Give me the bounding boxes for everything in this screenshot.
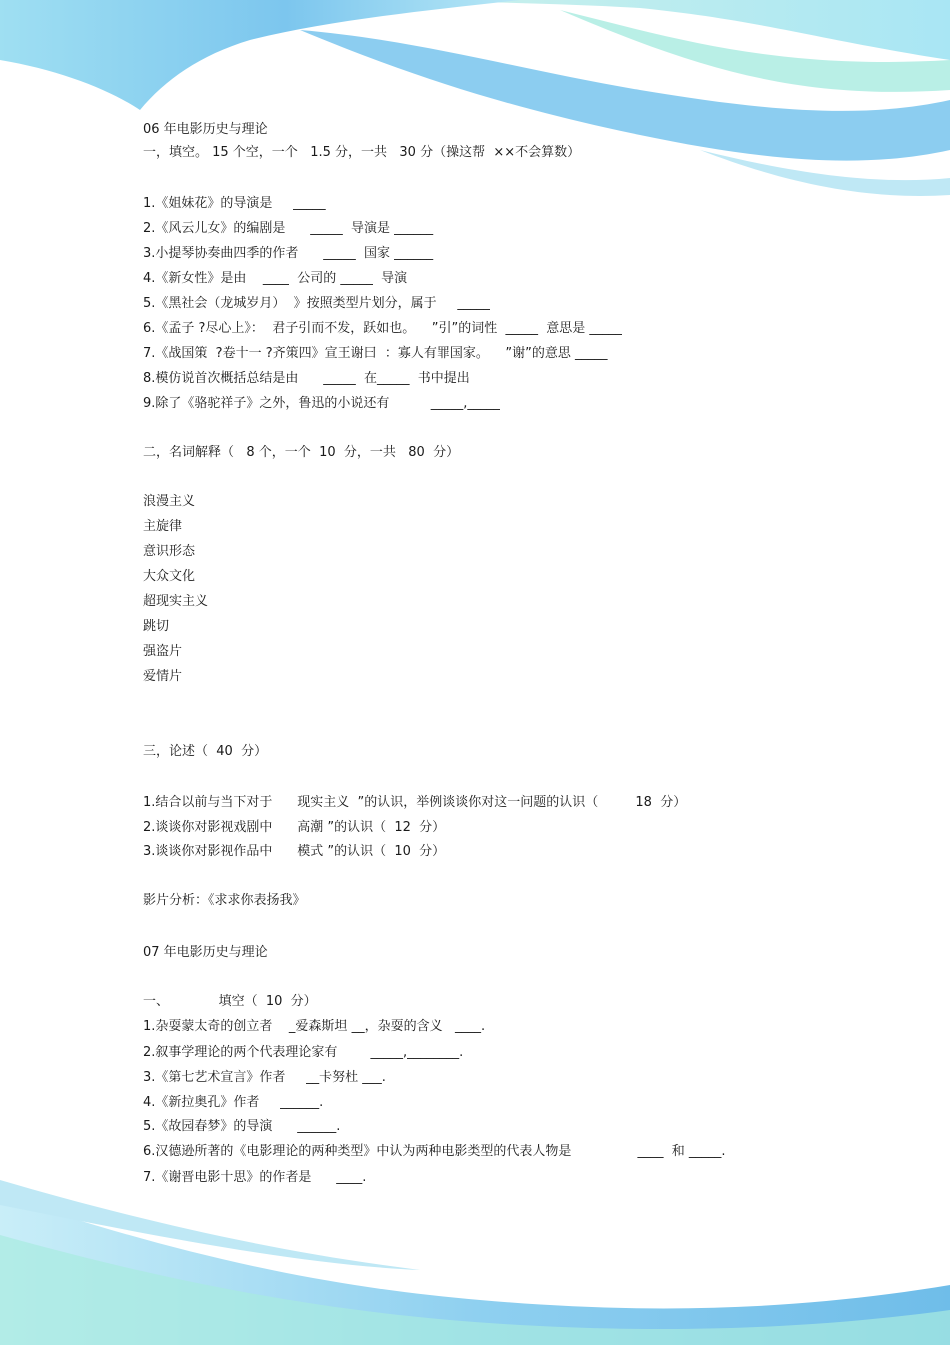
fill-item: 1.杂耍蒙太奇的创立者 _爱森斯坦 __，杂耍的含义 ____. [143, 1019, 486, 1034]
section06-title: 06 年电影历史与理论 [143, 122, 268, 137]
fill-item: 7.《战国策 ?卷十一 ?齐策四》宣王谢曰 ：寡人有罪国家。 ”谢”的意思 _____ [143, 346, 608, 361]
fill-item: 7.《谢晋电影十思》的作者是 ____. [143, 1170, 367, 1185]
term-item: 浪漫主义 [143, 494, 196, 509]
term-item: 跳切 [143, 619, 170, 634]
section06-part3-header: 三，论述（ 40 分） [143, 744, 268, 759]
fill-item: 6.《孟子 ?尽心上》： 君子引而不发，跃如也。 ”引”的词性 _____ 意思是 _____ [143, 321, 622, 336]
term-item: 超现实主义 [143, 594, 209, 609]
fill-item: 9.除了《骆驼祥子》之外，鲁迅的小说还有 _____,_____ [143, 396, 500, 411]
term-item: 主旋律 [143, 519, 183, 534]
fill-item: 4.《新女性》是由 ____ 公司的 _____ 导演 [143, 271, 408, 286]
term-item: 强盗片 [143, 644, 183, 659]
fill-item: 1.《姐妹花》的导演是 _____ [143, 196, 326, 211]
fill-item: 3.《第七艺术宣言》作者 __卡努杜 ___. [143, 1070, 386, 1085]
fill-item: 2.叙事学理论的两个代表理论家有 _____,________. [143, 1045, 464, 1060]
fill-item: 2.《风云儿女》的编剧是 _____ 导演是 ______ [143, 221, 434, 236]
fill-item: 4.《新拉奥孔》作者 ______. [143, 1095, 324, 1110]
essay-item: 2.谈谈你对影视戏剧中 高潮 ”的认识（ 12 分） [143, 820, 446, 835]
section07-title: 07 年电影历史与理论 [143, 945, 268, 960]
fill-item: 6.汉德逊所著的《电影理论的两种类型》中认为两种电影类型的代表人物是 ____ 和 _____. [143, 1144, 726, 1159]
fill-item: 3.小提琴协奏曲四季的作者 _____ 国家 ______ [143, 246, 434, 261]
term-item: 意识形态 [143, 544, 196, 559]
essay-item: 3.谈谈你对影视作品中 模式 ”的认识（ 10 分） [143, 844, 446, 859]
essay-item: 1.结合以前与当下对于 现实主义 ”的认识，举例谈谈你对这一问题的认识（ 18 分） [143, 795, 687, 810]
fill-item: 5.《黑社会（龙城岁月） 》按照类型片划分，属于 _____ [143, 296, 490, 311]
section06-part1-header: 一，填空。 15 个空，一个 1.5 分，一共 30 分（操这帮 ××不会算数） [143, 145, 581, 160]
fill-item: 5.《故园春梦》的导演 ______. [143, 1119, 341, 1134]
top-wave-decoration [0, 0, 950, 200]
bottom-wave-decoration [0, 1175, 950, 1345]
term-item: 大众文化 [143, 569, 196, 584]
section06-part2-header: 二，名词解释（ 8 个，一个 10 分，一共 80 分） [143, 445, 460, 460]
section07-part1-header: 一、 填空（ 10 分） [143, 994, 317, 1009]
film-analysis: 影片分析：《求求你表扬我》 [143, 893, 306, 908]
fill-item: 8.模仿说首次概括总结是由 _____ 在_____ 书中提出 [143, 371, 470, 386]
term-item: 爱情片 [143, 669, 183, 684]
